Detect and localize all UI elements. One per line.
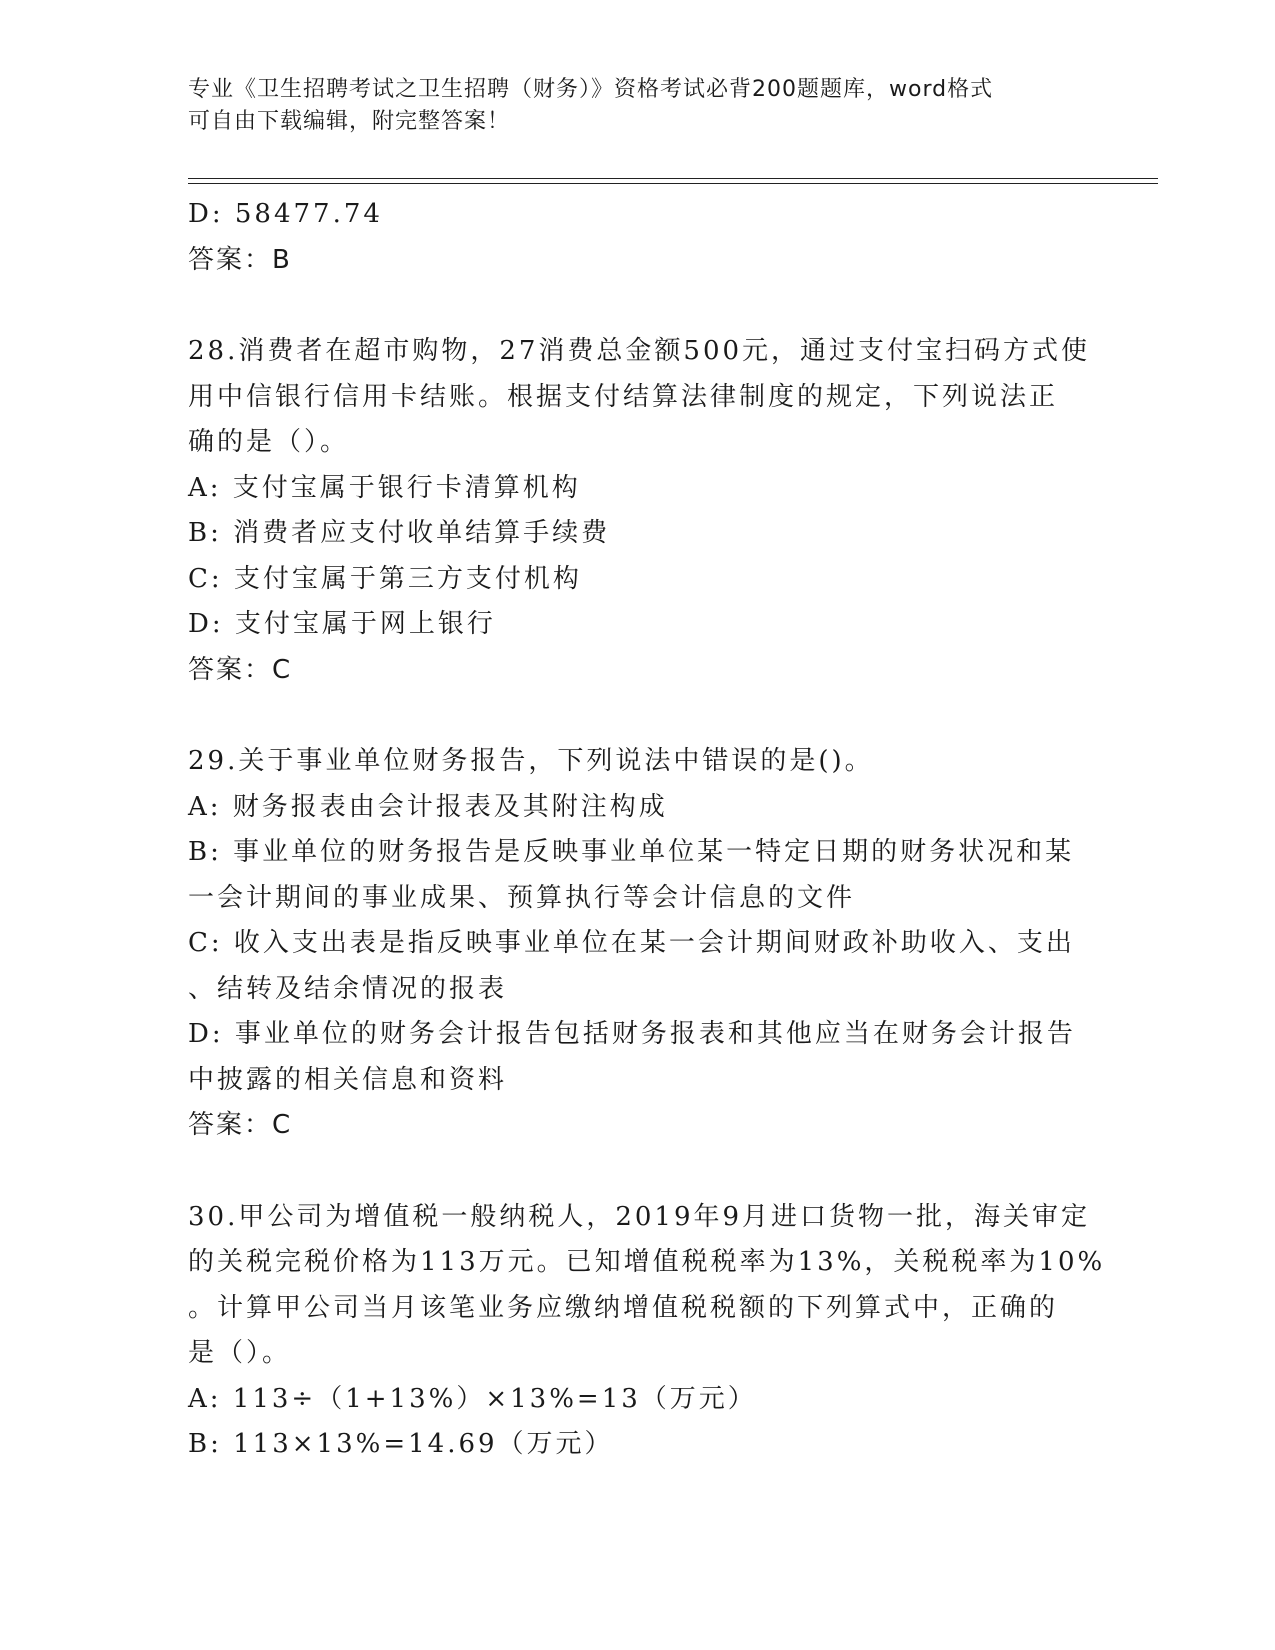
document-body [188, 192, 1106, 1468]
option-d: D: 支付宝属于网上银行 [188, 609, 496, 639]
option-c: C: 支付宝属于第三方支付机构 [188, 563, 582, 594]
header-title-line-1: 专业《卫生招聘考试之卫生招聘（财务）》资格考试必背200题题库，word格式 [188, 77, 994, 102]
question-30 [188, 1195, 1106, 1468]
spacer [188, 1149, 1088, 1195]
option-b-continued: 一会计期间的事业成果、预算执行等会计信息的文件 [188, 882, 856, 913]
header-divider-bottom [188, 183, 1158, 184]
option-c: C: 收入支出表是指反映事业单位在某一会计期间财政补助收入、支出 [188, 928, 1075, 958]
spacer [188, 693, 1088, 739]
question-stem-line: 用中信银行信用卡结账。根据支付结算法律制度的规定，下列说法正 [188, 381, 1059, 412]
header-title-line-2: 可自由下载编辑，附完整答案！ [188, 109, 511, 134]
header-divider-top [188, 178, 1158, 179]
question-stem-line: 。计算甲公司当月该笔业务应缴纳增值税税额的下列算式中，正确的 [188, 1292, 1059, 1323]
answer-line: 答案：C [188, 654, 293, 685]
question-stem-line: 30.甲公司为增值税一般纳税人，2019年9月进口货物一批，海关审定 [188, 1201, 1091, 1232]
option-d: D: 事业单位的财务会计报告包括财务报表和其他应当在财务会计报告 [188, 1019, 1076, 1049]
option-a: A: 支付宝属于银行卡清算机构 [188, 472, 581, 503]
option-b: B: 113×13%=14.69（万元） [188, 1429, 614, 1459]
question-28 [188, 329, 1091, 693]
question-stem-line: 是（）。 [188, 1338, 292, 1368]
question-29 [188, 739, 1088, 1149]
question-stem-line: 28.消费者在超市购物，27消费总金额500元，通过支付宝扫码方式使 [188, 336, 1091, 366]
document-header [188, 74, 1088, 138]
previous-question-tail [188, 192, 1088, 283]
answer-line: 答案：B [188, 244, 292, 275]
option-b: B: 事业单位的财务报告是反映事业单位某一特定日期的财务状况和某 [188, 837, 1075, 867]
answer-line: 答案：C [188, 1110, 293, 1140]
option-c-continued: 、结转及结余情况的报表 [188, 973, 508, 1004]
option-a: A: 财务报表由会计报表及其附注构成 [188, 791, 668, 822]
option-b: B: 消费者应支付收单结算手续费 [188, 518, 611, 548]
question-stem-line: 29.关于事业单位财务报告，下列说法中错误的是()。 [188, 746, 874, 776]
question-stem-line: 确的是（）。 [188, 427, 350, 457]
question-stem-line: 的关税完税价格为113万元。已知增值税税率为13%，关税税率为10% [188, 1247, 1106, 1277]
option-a: A: 113÷（1+13%）×13%=13（万元） [188, 1383, 757, 1414]
option-d: D: 58477.74 [188, 199, 383, 229]
spacer [188, 283, 1088, 329]
option-d-continued: 中披露的相关信息和资料 [188, 1064, 508, 1095]
